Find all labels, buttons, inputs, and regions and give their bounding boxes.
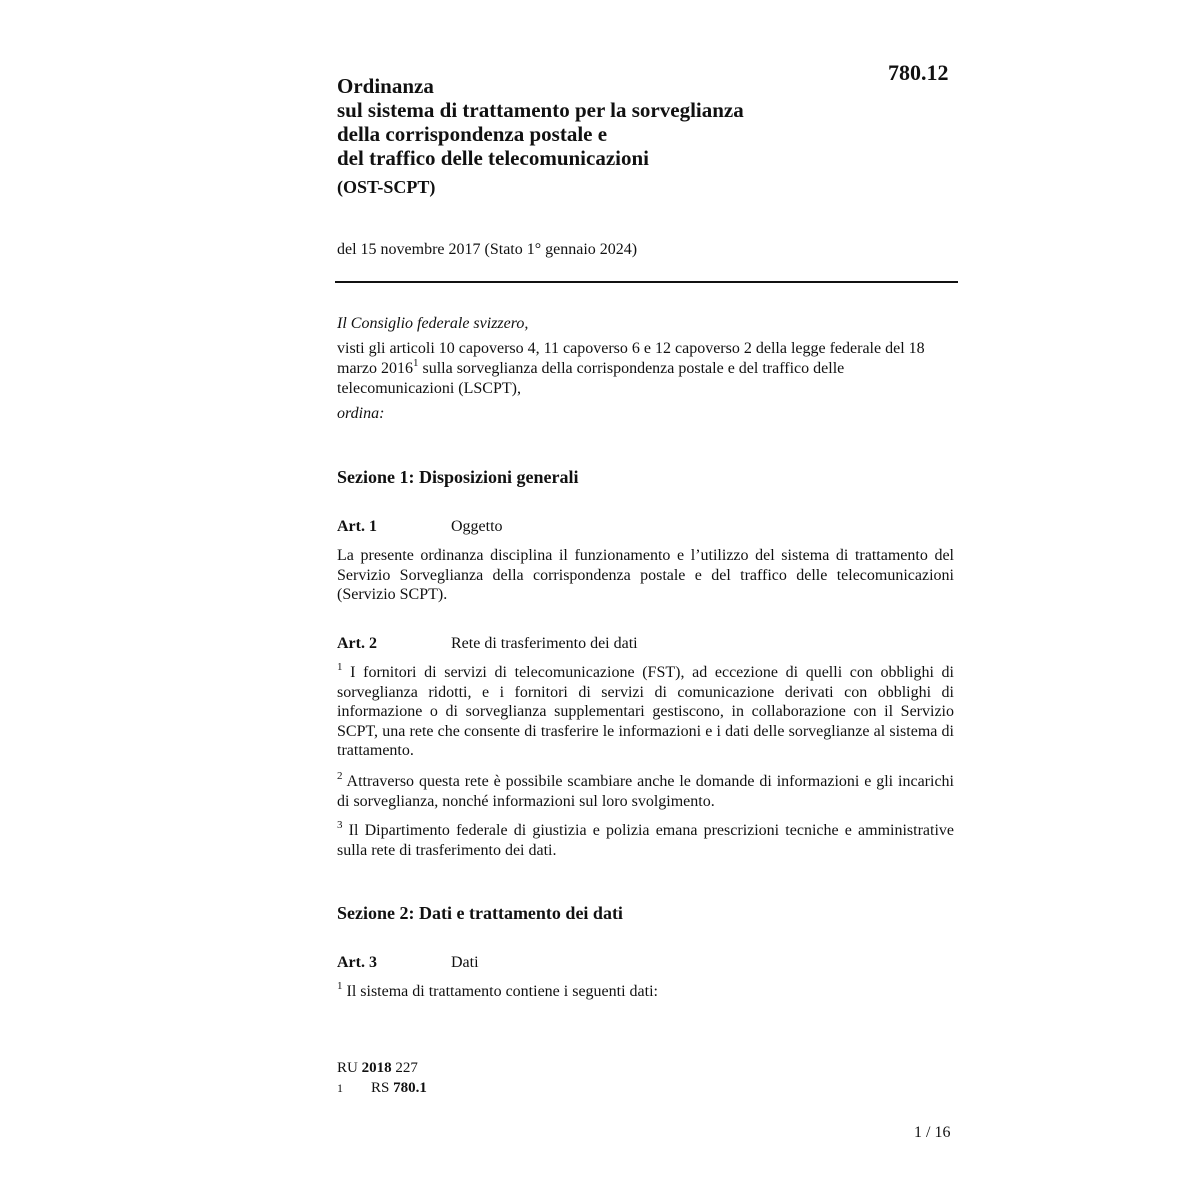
article-number: Art. 1 (337, 518, 377, 535)
title-line: del traffico delle telecomunicazioni (337, 146, 649, 170)
footnotes (337, 1058, 427, 1098)
paragraph-text: Il sistema di trattamento contiene i seguenti dati: (342, 983, 658, 1000)
article-title: Dati (451, 954, 479, 971)
paragraph-text: Attraverso questa rete è possibile scambiare anche le domande di informazioni e gli incarichi di sorveglianza, nonché informazioni sul loro svolgimento. (337, 773, 954, 810)
article-number: Art. 3 (337, 954, 377, 971)
footnote-mark: 1 (337, 1081, 343, 1095)
article-1-heading (337, 518, 503, 536)
preamble-council: Il Consiglio federale svizzero, (337, 315, 529, 332)
preamble-visti (337, 339, 957, 399)
preamble-visti-text-cont: sulla sorveglianza della corrispondenza postale e del traffico delle telecomunicazioni (LSCPT), (337, 360, 845, 397)
footnote-sr-number[interactable]: 780.1 (393, 1080, 427, 1096)
article-3-heading (337, 954, 479, 972)
paragraph-text: La presente ordinanza disciplina il funzionamento e l’utilizzo del sistema di trattamento del Servizio Sorveglianza della corrispondenza postale e del traffico delle telecomunicazioni (Servizio SCPT). (337, 547, 954, 603)
paragraph-number: 2 (337, 769, 343, 782)
paragraph-number: 1 (337, 660, 343, 673)
article-2-paragraph-1 (337, 660, 954, 761)
paragraph-number: 1 (337, 979, 343, 992)
article-2-heading (337, 635, 638, 653)
footnote-1 (337, 1078, 427, 1098)
article-title: Oggetto (451, 518, 503, 535)
document-title (337, 74, 857, 198)
article-2-paragraph-3 (337, 818, 954, 860)
paragraph-number: 3 (337, 818, 343, 831)
ru-reference (337, 1058, 427, 1078)
paragraph-text: I fornitori di servizi di telecomunicazione (FST), ad eccezione di quelli con obblighi di sorveglianza ridotti, e i fornitori di servizi di comunicazione derivati con obblighi di informazione o di sorveglianza supplementari gestiscono, in collaborazione con il Servizio SCPT, una rete che consente di trasferire le informazioni e i dati delle sorveglianze al sistema di trattamento. (337, 664, 954, 759)
sr-number: 780.12 (888, 60, 949, 85)
ru-page: 227 (391, 1060, 418, 1076)
article-3-paragraph-1 (337, 979, 954, 1002)
footnote-ref[interactable]: 1 (412, 356, 419, 369)
title-abbreviation: (OST-SCPT) (337, 177, 436, 197)
paragraph-text: Il Dipartimento federale di giustizia e polizia emana prescrizioni tecniche e amministrative sulla rete di trasferimento dei dati. (337, 822, 954, 859)
preamble-visti-text: visti gli articoli 10 capoverso 4, 11 capoverso 6 e 12 capoverso 2 della legge federale del 18 marzo 2016 (337, 340, 925, 377)
title-line: sul sistema di trattamento per la sorveglianza (337, 98, 744, 122)
preamble-ordina: ordina: (337, 405, 385, 422)
article-1-paragraph (337, 546, 954, 605)
title-line: Ordinanza (337, 74, 434, 98)
ru-prefix: RU (337, 1060, 362, 1076)
article-number: Art. 2 (337, 635, 377, 652)
section-2-heading: Sezione 2: Dati e trattamento dei dati (337, 903, 623, 923)
title-line: della corrispondenza postale e (337, 122, 608, 146)
footnote-prefix: RS (371, 1080, 394, 1096)
preamble (337, 314, 957, 424)
section-1-heading: Sezione 1: Disposizioni generali (337, 467, 579, 487)
article-title: Rete di trasferimento dei dati (451, 635, 638, 652)
header-divider (335, 281, 958, 283)
date-line: del 15 novembre 2017 (Stato 1° gennaio 2024) (337, 241, 638, 258)
article-2-paragraph-2 (337, 769, 954, 811)
ru-year: 2018 (361, 1060, 392, 1076)
page-number: 1 / 16 (914, 1124, 951, 1141)
